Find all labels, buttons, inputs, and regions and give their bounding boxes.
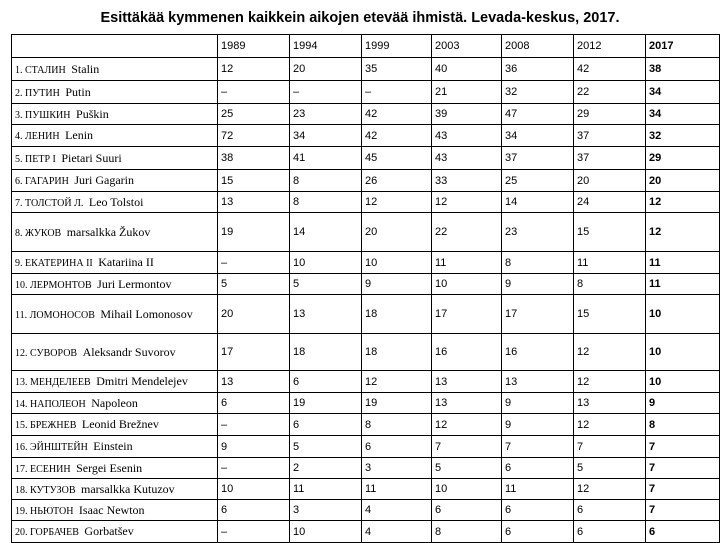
value-cell: 22 <box>432 213 502 252</box>
latin-name: marsalkka Žukov <box>66 224 151 239</box>
latin-name: Aleksandr Suvorov <box>82 344 176 359</box>
russian-name: 11. ЛОМОНОСОВ <box>15 309 95 321</box>
latin-name: Napoleon <box>91 395 138 410</box>
value-cell: 10 <box>432 274 502 295</box>
value-cell: 12 <box>574 479 646 500</box>
value-cell: 13 <box>432 371 502 393</box>
value-cell: 9 <box>502 414 574 436</box>
table-row <box>12 393 720 414</box>
value-cell: 8 <box>574 274 646 295</box>
value-cell: 7 <box>646 436 720 458</box>
latin-name: Lenin <box>65 128 94 142</box>
table-row <box>12 371 720 393</box>
value-cell: – <box>218 81 290 104</box>
value-cell: 4 <box>362 521 432 543</box>
year-header: 1994 <box>290 35 362 58</box>
value-cell: 6 <box>502 458 574 479</box>
value-cell: 6 <box>290 414 362 436</box>
value-cell: 20 <box>362 213 432 252</box>
table-row <box>12 436 720 458</box>
value-cell: 12 <box>362 192 432 213</box>
value-cell: 6 <box>218 500 290 521</box>
value-cell: 13 <box>290 295 362 334</box>
value-cell: 34 <box>290 125 362 147</box>
russian-name: 4. ЛЕНИН <box>15 131 60 142</box>
russian-name: 14. НАПОЛЕОН <box>15 398 86 410</box>
value-cell: 8 <box>432 521 502 543</box>
value-cell: 37 <box>574 147 646 170</box>
table-row <box>12 81 720 104</box>
person-name-cell <box>12 252 218 274</box>
year-header: 2003 <box>432 35 502 58</box>
value-cell: 16 <box>432 334 502 371</box>
value-cell: 10 <box>646 334 720 371</box>
value-cell: 9 <box>218 436 290 458</box>
russian-name: 16. ЭЙНШТЕЙН <box>15 442 88 453</box>
person-name-cell <box>12 147 218 170</box>
value-cell: 12 <box>432 414 502 436</box>
value-cell: – <box>218 458 290 479</box>
value-cell: 38 <box>218 147 290 170</box>
value-cell: 37 <box>502 147 574 170</box>
latin-name: Sergei Esenin <box>76 460 143 475</box>
value-cell: 9 <box>502 274 574 295</box>
value-cell: – <box>218 252 290 274</box>
person-name-cell <box>12 479 218 500</box>
person-name-cell <box>12 295 218 334</box>
russian-name: 9. ЕКАТЕРИНА II <box>15 258 93 269</box>
value-cell: 15 <box>218 170 290 192</box>
person-name-cell <box>12 125 218 147</box>
value-cell: 34 <box>502 125 574 147</box>
value-cell: 5 <box>218 274 290 295</box>
value-cell: 6 <box>218 393 290 414</box>
value-cell: 8 <box>502 252 574 274</box>
latin-name: Einstein <box>93 439 133 453</box>
value-cell: 12 <box>574 371 646 393</box>
value-cell: 6 <box>502 500 574 521</box>
latin-name: Stalin <box>71 61 100 76</box>
year-header: 1999 <box>362 35 432 58</box>
table-row <box>12 58 720 81</box>
value-cell: 11 <box>646 274 720 295</box>
value-cell: 6 <box>290 371 362 393</box>
value-cell: – <box>218 521 290 543</box>
value-cell: 6 <box>432 500 502 521</box>
russian-name: 7. ТОЛСТОЙ Л. <box>15 197 84 209</box>
value-cell: 43 <box>432 125 502 147</box>
value-cell: 20 <box>290 58 362 81</box>
value-cell: 29 <box>646 147 720 170</box>
value-cell: 11 <box>290 479 362 500</box>
russian-name: 13. МЕНДЕЛЕЕВ <box>15 377 91 388</box>
latin-name: Mihail Lomonosov <box>100 306 193 321</box>
value-cell: 13 <box>432 393 502 414</box>
value-cell: 43 <box>432 147 502 170</box>
latin-name: Juri Lermontov <box>97 276 172 291</box>
value-cell: 72 <box>218 125 290 147</box>
russian-name: 20. ГОРБАЧЕВ <box>15 527 79 538</box>
value-cell: 37 <box>574 125 646 147</box>
person-name-cell <box>12 170 218 192</box>
value-cell: 6 <box>574 500 646 521</box>
value-cell: 21 <box>432 81 502 104</box>
latin-name: Leo Tolstoi <box>88 194 144 209</box>
value-cell: 19 <box>362 393 432 414</box>
header-row <box>12 35 720 58</box>
table-row <box>12 295 720 334</box>
value-cell: 12 <box>646 192 720 213</box>
value-cell: 17 <box>502 295 574 334</box>
value-cell: 12 <box>646 213 720 252</box>
value-cell: 35 <box>362 58 432 81</box>
table-row <box>12 170 720 192</box>
person-name-cell <box>12 192 218 213</box>
russian-name: 15. БРЕЖНЕВ <box>15 420 77 431</box>
value-cell: 17 <box>432 295 502 334</box>
person-name-cell <box>12 371 218 393</box>
value-cell: 3 <box>362 458 432 479</box>
value-cell: 11 <box>432 252 502 274</box>
russian-name: 10. ЛЕРМОНТОВ <box>15 279 92 291</box>
value-cell: 5 <box>290 274 362 295</box>
value-cell: 9 <box>362 274 432 295</box>
value-cell: 6 <box>574 521 646 543</box>
year-header: 2008 <box>502 35 574 58</box>
person-name-cell <box>12 213 218 252</box>
latin-name: marsalkka Kutuzov <box>81 481 175 496</box>
table-row <box>12 479 720 500</box>
table-row <box>12 334 720 371</box>
table-row <box>12 500 720 521</box>
value-cell: 13 <box>218 371 290 393</box>
latin-name: Katariina II <box>98 255 154 269</box>
latin-name: Isaac Newton <box>78 502 145 517</box>
value-cell: 6 <box>646 521 720 543</box>
value-cell: 29 <box>574 104 646 125</box>
table-row <box>12 274 720 295</box>
value-cell: 23 <box>290 104 362 125</box>
russian-name: 1. СТАЛИН <box>15 64 66 76</box>
survey-table <box>11 34 720 543</box>
person-name-cell <box>12 521 218 543</box>
russian-name: 2. ПУТИН <box>15 87 60 99</box>
document-title: Esittäkää kymmenen kaikkein aikojen etevää ihmistä. Levada-keskus, 2017. <box>100 10 620 26</box>
value-cell: 15 <box>574 295 646 334</box>
person-name-cell <box>12 436 218 458</box>
value-cell: 34 <box>646 104 720 125</box>
value-cell: 32 <box>646 125 720 147</box>
value-cell: 10 <box>646 371 720 393</box>
russian-name: 12. СУВОРОВ <box>15 347 78 359</box>
value-cell: 5 <box>574 458 646 479</box>
person-name-cell <box>12 458 218 479</box>
value-cell: 25 <box>218 104 290 125</box>
value-cell: 11 <box>502 479 574 500</box>
value-cell: 17 <box>218 334 290 371</box>
russian-name: 8. ЖУКОВ <box>15 227 62 239</box>
value-cell: 7 <box>432 436 502 458</box>
russian-name: 18. КУТУЗОВ <box>15 484 76 496</box>
value-cell: – <box>290 81 362 104</box>
value-cell: 3 <box>290 500 362 521</box>
value-cell: 20 <box>218 295 290 334</box>
value-cell: 22 <box>574 81 646 104</box>
person-name-cell <box>12 334 218 371</box>
latin-name: Dmitri Mendelejev <box>96 374 188 388</box>
value-cell: 42 <box>574 58 646 81</box>
table-row <box>12 414 720 436</box>
value-cell: 36 <box>502 58 574 81</box>
value-cell: 39 <box>432 104 502 125</box>
russian-name: 19. НЬЮТОН <box>15 505 74 517</box>
latin-name: Pietari Suuri <box>61 150 122 165</box>
table-row <box>12 458 720 479</box>
value-cell: 10 <box>290 252 362 274</box>
value-cell: 11 <box>574 252 646 274</box>
value-cell: – <box>218 414 290 436</box>
table-row <box>12 521 720 543</box>
value-cell: 5 <box>432 458 502 479</box>
value-cell: 47 <box>502 104 574 125</box>
value-cell: 7 <box>646 458 720 479</box>
russian-name: 3. ПУШКИН <box>15 109 71 121</box>
value-cell: 4 <box>362 500 432 521</box>
table-row <box>12 213 720 252</box>
value-cell: 23 <box>502 213 574 252</box>
value-cell: 15 <box>574 213 646 252</box>
value-cell: 13 <box>218 192 290 213</box>
value-cell: 10 <box>290 521 362 543</box>
value-cell: 12 <box>218 58 290 81</box>
value-cell: 34 <box>646 81 720 104</box>
value-cell: 8 <box>290 192 362 213</box>
value-cell: 10 <box>218 479 290 500</box>
value-cell: 2 <box>290 458 362 479</box>
value-cell: 7 <box>646 479 720 500</box>
value-cell: 26 <box>362 170 432 192</box>
value-cell: 8 <box>290 170 362 192</box>
value-cell: 10 <box>362 252 432 274</box>
value-cell: 20 <box>646 170 720 192</box>
value-cell: 16 <box>502 334 574 371</box>
value-cell: 12 <box>432 192 502 213</box>
value-cell: 6 <box>362 436 432 458</box>
value-cell: 38 <box>646 58 720 81</box>
latin-name: Gorbatšev <box>84 524 134 538</box>
russian-name: 6. ГАГАРИН <box>15 176 69 187</box>
value-cell: 9 <box>502 393 574 414</box>
value-cell: 9 <box>646 393 720 414</box>
value-cell: 12 <box>574 334 646 371</box>
russian-name: 17. ЕСЕНИН <box>15 463 71 475</box>
latin-name: Puškin <box>76 106 109 121</box>
value-cell: 32 <box>502 81 574 104</box>
value-cell: – <box>362 81 432 104</box>
person-name-cell <box>12 58 218 81</box>
value-cell: 11 <box>646 252 720 274</box>
person-name-cell <box>12 414 218 436</box>
value-cell: 12 <box>362 371 432 393</box>
value-cell: 42 <box>362 104 432 125</box>
value-cell: 14 <box>290 213 362 252</box>
value-cell: 10 <box>432 479 502 500</box>
value-cell: 7 <box>646 500 720 521</box>
value-cell: 8 <box>362 414 432 436</box>
value-cell: 19 <box>218 213 290 252</box>
year-header: 1989 <box>218 35 290 58</box>
table-row <box>12 192 720 213</box>
value-cell: 11 <box>362 479 432 500</box>
value-cell: 8 <box>646 414 720 436</box>
value-cell: 6 <box>502 521 574 543</box>
person-name-cell <box>12 500 218 521</box>
year-header: 2017 <box>646 35 720 58</box>
value-cell: 18 <box>362 295 432 334</box>
value-cell: 5 <box>290 436 362 458</box>
value-cell: 14 <box>502 192 574 213</box>
value-cell: 13 <box>502 371 574 393</box>
value-cell: 33 <box>432 170 502 192</box>
value-cell: 18 <box>362 334 432 371</box>
value-cell: 25 <box>502 170 574 192</box>
value-cell: 7 <box>502 436 574 458</box>
value-cell: 41 <box>290 147 362 170</box>
russian-name: 5. ПЕТР I <box>15 153 56 165</box>
value-cell: 10 <box>646 295 720 334</box>
value-cell: 45 <box>362 147 432 170</box>
value-cell: 12 <box>574 414 646 436</box>
year-header: 2012 <box>574 35 646 58</box>
person-name-cell <box>12 81 218 104</box>
table-row <box>12 125 720 147</box>
header-name-cell <box>12 35 218 58</box>
person-name-cell <box>12 104 218 125</box>
person-name-cell <box>12 274 218 295</box>
table-row <box>12 252 720 274</box>
person-name-cell <box>12 393 218 414</box>
value-cell: 19 <box>290 393 362 414</box>
table-row <box>12 104 720 125</box>
table-row <box>12 147 720 170</box>
value-cell: 20 <box>574 170 646 192</box>
latin-name: Leonid Brežnev <box>81 417 159 431</box>
latin-name: Juri Gagarin <box>74 173 134 187</box>
value-cell: 13 <box>574 393 646 414</box>
value-cell: 7 <box>574 436 646 458</box>
latin-name: Putin <box>65 84 91 99</box>
value-cell: 18 <box>290 334 362 371</box>
value-cell: 42 <box>362 125 432 147</box>
value-cell: 24 <box>574 192 646 213</box>
value-cell: 40 <box>432 58 502 81</box>
